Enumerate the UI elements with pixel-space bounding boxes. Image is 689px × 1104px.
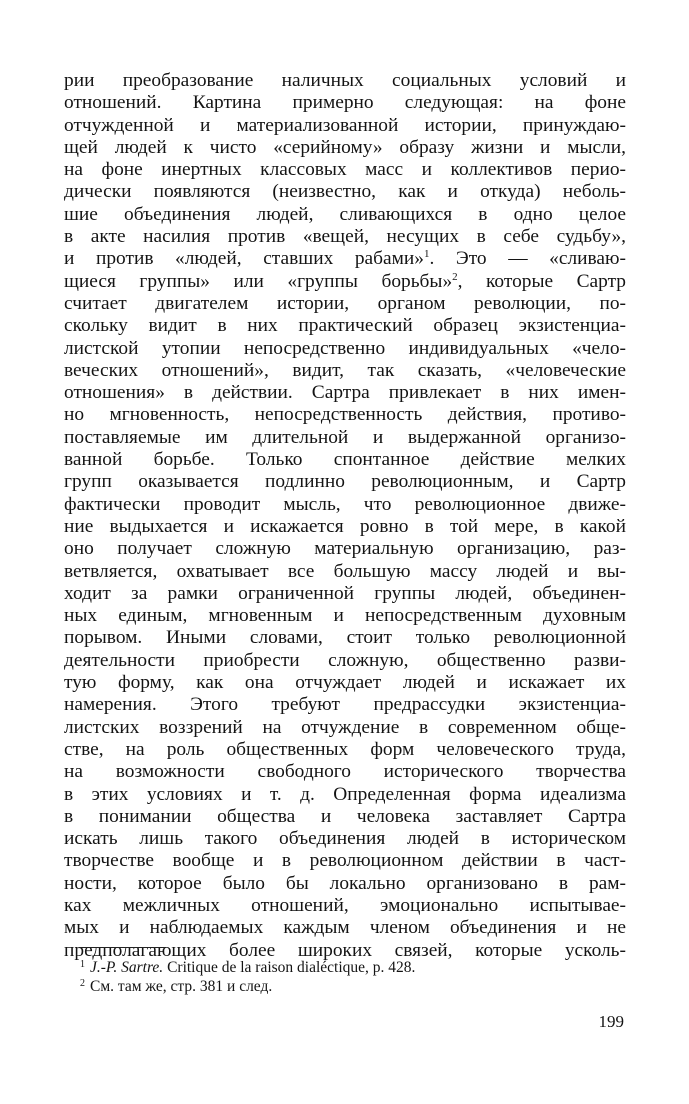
text-line: считает двигателем истории, органом революции, по-	[64, 292, 626, 314]
body-text	[64, 70, 626, 962]
text-line: листской утопии непосредственно индивидуальных «чело-	[64, 337, 626, 359]
footnote-separator	[80, 947, 166, 948]
text-line: шие объединения людей, сливающихся в одно целое	[64, 203, 626, 225]
text-line: дически появляются (неизвестно, как и откуда) неболь-	[64, 181, 626, 203]
footnote-author: J.-P. Sartre.	[90, 959, 168, 976]
footnote	[80, 958, 620, 977]
text-segment: , которые Сартр	[457, 270, 626, 292]
text-line: ванной борьбе. Только спонтанное действие мелких	[64, 449, 626, 471]
text-line: отношений. Картина примерно следующая: на фоне	[64, 92, 626, 114]
footnote-marker: 2	[80, 978, 85, 989]
text-line: ветвляется, охватывает все большую массу людей и вы-	[64, 560, 626, 582]
text-line: ние выдыхается и искажается ровно в той мере, в какой	[64, 515, 626, 537]
text-line: веческих отношений», видит, так сказать, «человеческие	[64, 359, 626, 381]
text-line	[64, 271, 626, 293]
footnote-marker: 1	[80, 959, 85, 970]
text-line: скольку видит в них практический образец экзистенциа-	[64, 315, 626, 337]
page-number: 199	[598, 1012, 624, 1031]
text-line: групп оказывается подлинно революционным, и Сартр	[64, 471, 626, 493]
footnotes	[80, 958, 620, 996]
text-line: в понимании общества и человека заставляет Сартра	[64, 805, 626, 827]
footnote-reference: 2	[452, 270, 458, 283]
text-line: стве, на роль общественных форм человеческого труда,	[64, 738, 626, 760]
text-line: порывом. Иными словами, стоит только революционной	[64, 627, 626, 649]
text-line: ках межличных отношений, эмоционально испытывае-	[64, 894, 626, 916]
footnote-text: См. там же, стр. 381 и след.	[90, 978, 273, 995]
text-line: на фоне инертных классовых масс и коллективов перио-	[64, 159, 626, 181]
text-line: отчужденной и материализованной истории, принуждаю-	[64, 114, 626, 136]
text-line: отношения» в действии. Сартра привлекает в них имен-	[64, 382, 626, 404]
text-line: в этих условиях и т. д. Определенная форма идеализма	[64, 783, 626, 805]
text-line: рии преобразование наличных социальных условий и	[64, 70, 626, 91]
text-line: ности, которое было бы локально организовано в рам-	[64, 872, 626, 894]
text-line: деятельности приобрести сложную, общественно разви-	[64, 649, 626, 671]
footnote	[80, 977, 620, 996]
footnote-reference: 1	[423, 248, 430, 261]
text-line: мых и наблюдаемых каждым членом объединения и не	[64, 917, 626, 939]
text-line: фактически проводит мысль, что революционное движе-	[64, 493, 626, 515]
text-line: ных единым, мгновенным и непосредственным духовным	[64, 605, 626, 627]
text-line: поставляемые им длительной и выдержанной организо-	[64, 426, 626, 448]
text-line: предполагающих более широких связей, которые усколь-	[64, 939, 626, 961]
text-line: в акте насилия против «вещей, несущих в себе судьбу»,	[64, 226, 626, 248]
text-segment: щиеся группы» или «группы борьбы»	[64, 270, 453, 292]
text-line: тую форму, как она отчуждает людей и искажает их	[64, 672, 626, 694]
text-line: оно получает сложную материальную организацию, раз-	[64, 538, 626, 560]
text-line: творчестве вообще и в революционном действии в част-	[64, 850, 626, 872]
text-segment: и против «людей, ставших рабами»	[64, 248, 424, 270]
text-line: щей людей к чисто «серийному» образу жизни и мысли,	[64, 136, 626, 158]
text-line: намерения. Этого требуют предрассудки экзистенциа-	[64, 694, 626, 716]
footnote-text: Critique de la raison dialéctique, p. 428.	[167, 959, 416, 976]
text-line	[64, 248, 626, 270]
text-line: но мгновенность, непосредственность действия, противо-	[64, 404, 626, 426]
text-line: листских воззрений на отчуждение в современном обще-	[64, 716, 626, 738]
text-line: на возможности свободного исторического творчества	[64, 761, 626, 783]
text-line: ходит за рамки ограниченной группы людей, объединен-	[64, 582, 626, 604]
text-line: искать лишь такого объединения людей в историческом	[64, 828, 626, 850]
text-segment: . Это — «сливаю-	[429, 248, 626, 270]
